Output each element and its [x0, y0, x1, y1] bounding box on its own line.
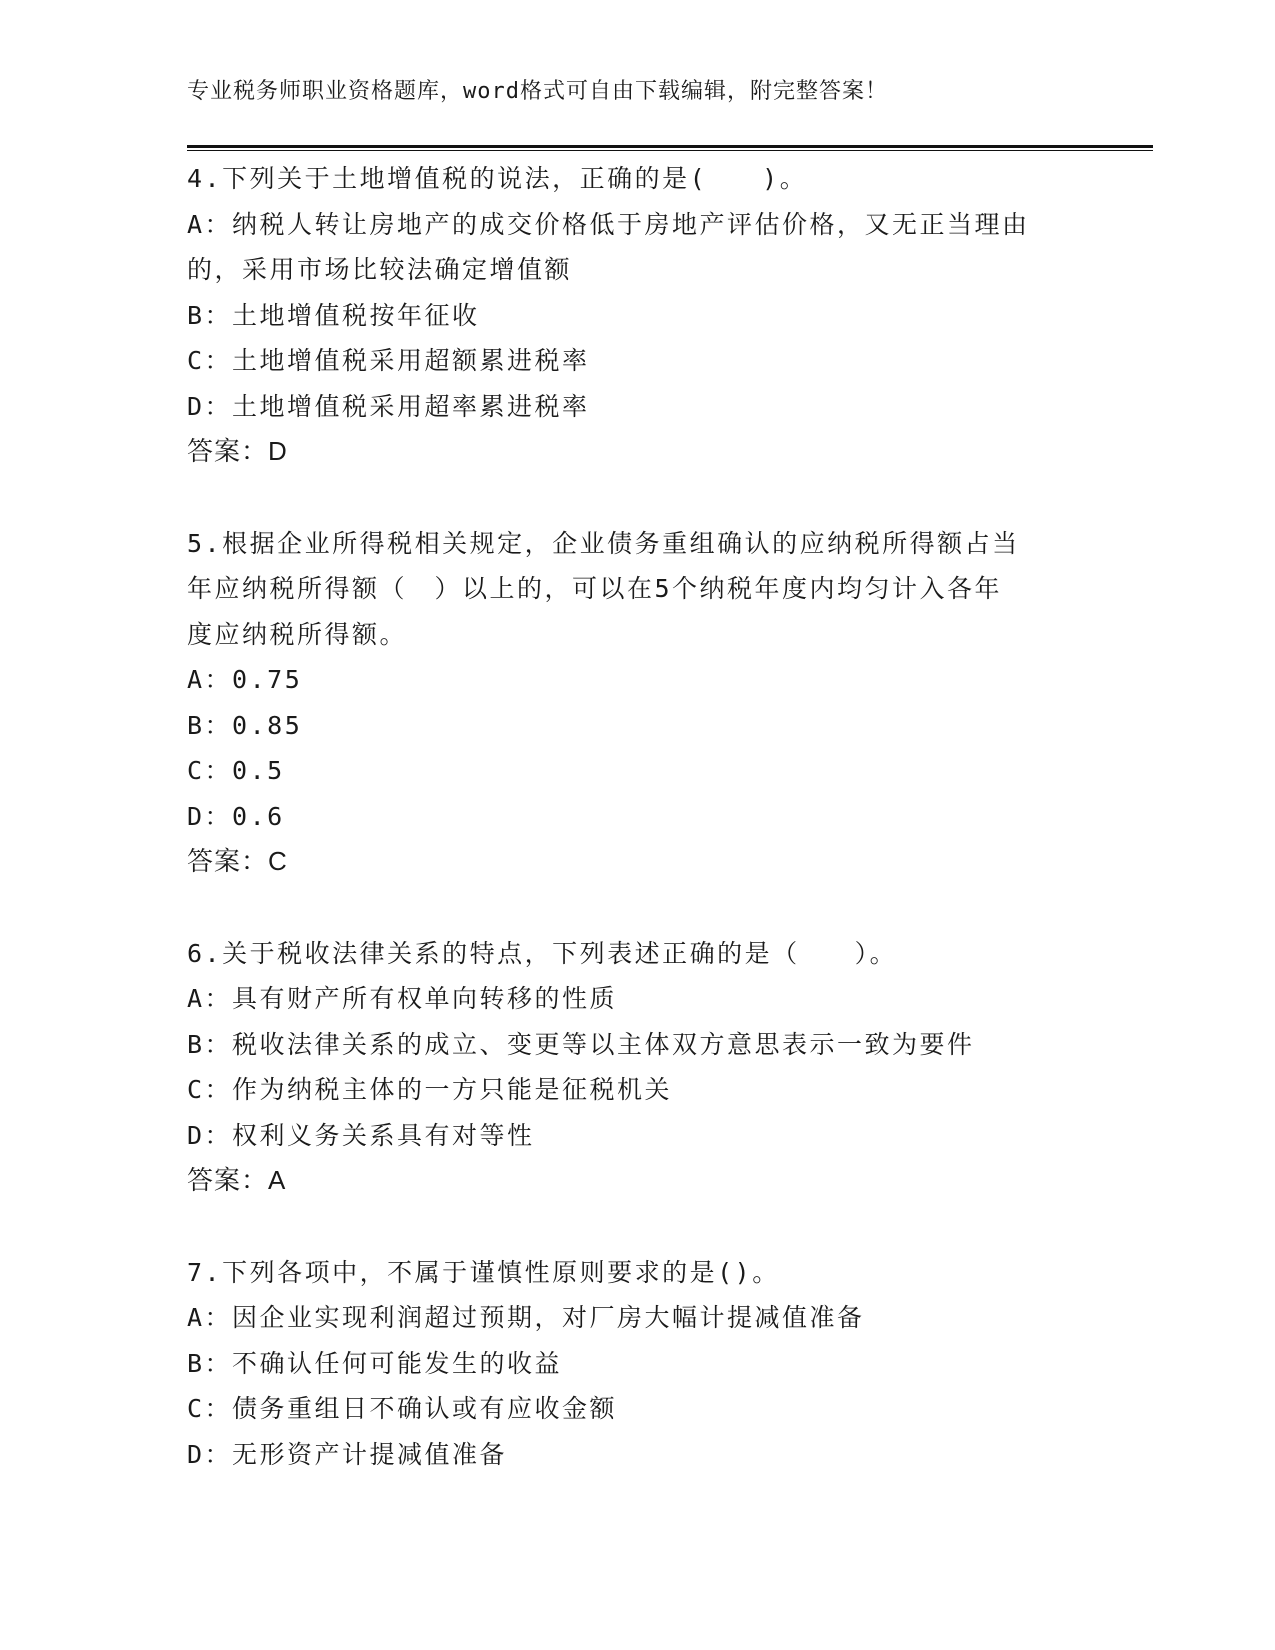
option-a: A：0.75: [187, 665, 303, 694]
option-d: D：权利义务关系具有对等性: [187, 1120, 535, 1150]
question-stem: 5.根据企业所得税相关规定，企业债务重组确认的应纳税所得额占当: [187, 528, 1020, 558]
question-stem-line-3: 度应纳税所得额。: [187, 619, 408, 649]
option-c: C：0.5: [187, 756, 285, 785]
question-list: [187, 156, 1087, 1477]
question-7: [187, 1250, 1087, 1478]
option-b: B：土地增值税按年征收: [187, 300, 480, 330]
option-b: B：0.85: [187, 710, 303, 740]
page-header: 专业税务师职业资格题库，word格式可自由下载编辑，附完整答案！: [187, 79, 888, 104]
option-c: C：债务重组日不确认或有应收金额: [187, 1394, 618, 1423]
option-d: D：土地增值税采用超率累进税率: [187, 391, 590, 421]
option-a: A：具有财产所有权单向转移的性质: [187, 984, 618, 1013]
question-stem: 6.关于税收法律关系的特点，下列表述正确的是（ ）。: [187, 938, 898, 968]
question-4: [187, 156, 1087, 475]
option-d: D：无形资产计提减值准备: [187, 1439, 508, 1469]
option-a: A：纳税人转让房地产的成交价格低于房地产评估价格，又无正当理由: [187, 209, 1030, 239]
answer-line: 答案：C: [187, 846, 288, 876]
option-a: A：因企业实现利润超过预期，对厂房大幅计提减值准备: [187, 1303, 865, 1332]
question-stem-line-2: 年应纳税所得额（ ）以上的，可以在5个纳税年度内均匀计入各年: [187, 574, 1003, 603]
option-c: C：作为纳税主体的一方只能是征税机关: [187, 1075, 673, 1104]
question-6: [187, 931, 1087, 1204]
option-c: C：土地增值税采用超额累进税率: [187, 346, 590, 375]
header-divider-thick: [187, 145, 1153, 148]
answer-line: 答案：D: [187, 436, 288, 466]
question-5: [187, 521, 1087, 885]
option-b: B：税收法律关系的成立、变更等以主体双方意思表示一致为要件: [187, 1029, 975, 1059]
header-divider-thin: [187, 150, 1153, 151]
question-stem: 7.下列各项中，不属于谨慎性原则要求的是()。: [187, 1257, 780, 1287]
option-a-continued: 的，采用市场比较法确定增值额: [187, 255, 573, 284]
answer-line: 答案：A: [187, 1165, 287, 1195]
option-b: B：不确认任何可能发生的收益: [187, 1348, 563, 1378]
question-stem: 4.下列关于土地增值税的说法，正确的是( )。: [187, 164, 808, 193]
option-d: D：0.6: [187, 801, 285, 831]
